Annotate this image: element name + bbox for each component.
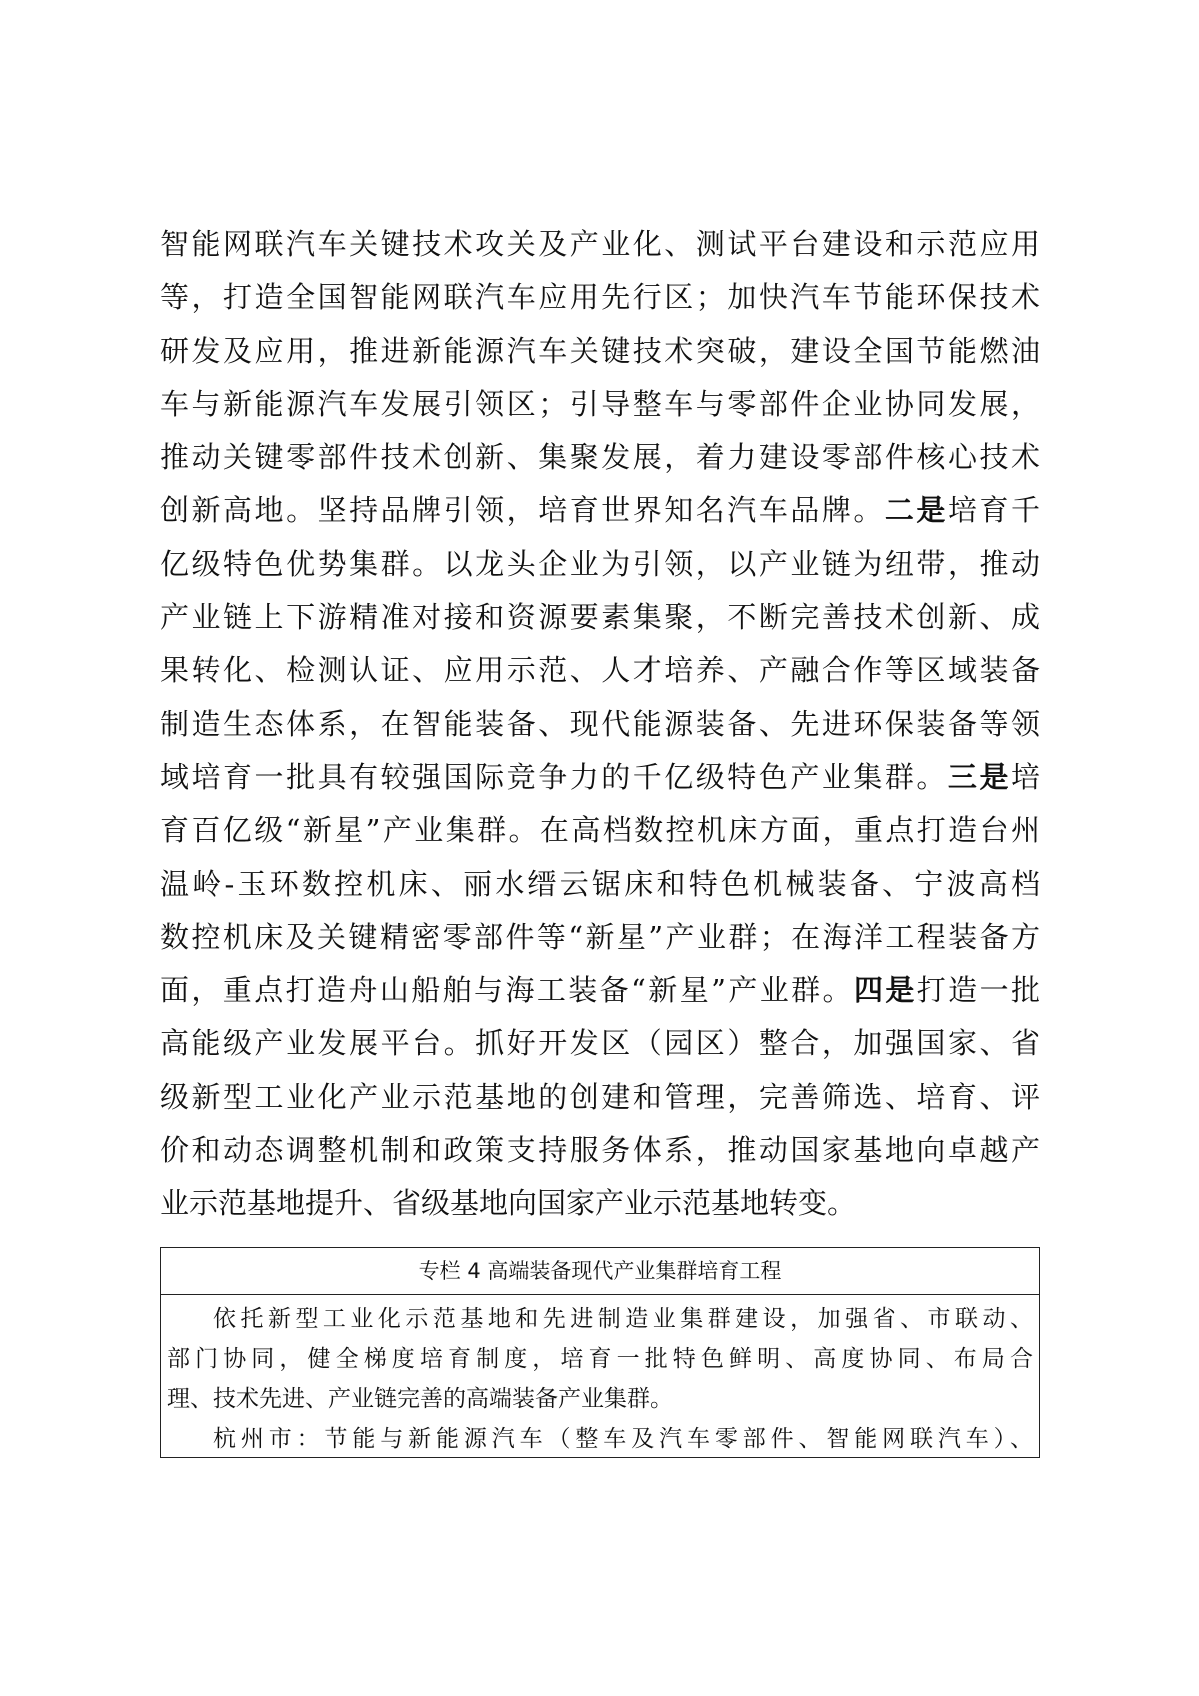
paragraph-line: 等，打造全国智能网联汽车应用先行区；加快汽车节能环保技术 [160,280,1040,315]
paragraph-line: 果转化、检测认证、应用示范、人才培养、产融合作等区域装备 [160,653,1040,688]
paragraph-line: 数控机床及关键精密零部件等“新星”产业群；在海洋工程装备方 [160,919,1040,954]
column-box-line: 杭州市：节能与新能源汽车（整车及汽车零部件、智能网联汽车）、 [213,1426,1033,1452]
paragraph-line: 温岭-玉环数控机床、丽水缙云锯床和特色机械装备、宁波高档 [160,866,1040,901]
paragraph-line: 产业链上下游精准对接和资源要素集聚，不断完善技术创新、成 [160,600,1040,635]
paragraph-line: 推动关键零部件技术创新、集聚发展，着力建设零部件核心技术 [160,440,1040,475]
paragraph-line: 育百亿级“新星”产业集群。在高档数控机床方面，重点打造台州 [160,813,1040,848]
paragraph-line: 业示范基地提升、省级基地向国家产业示范基地转变。 [160,1186,857,1221]
column-box [160,1247,1040,1458]
line-text: 培育千 [947,493,1040,528]
line-text: 域培育一批具有较强国际竞争力的千亿级特色产业集群。 [160,759,948,794]
paragraph-line: 制造生态体系，在智能装备、现代能源装备、先进环保装备等领 [160,706,1040,741]
paragraph-line: 价和动态调整机制和政策支持服务体系，推动国家基地向卓越产 [160,1133,1040,1168]
paragraph-line: 研发及应用，推进新能源汽车关键技术突破，建设全国节能燃油 [160,333,1040,368]
bold-marker-si-shi: 四是 [853,973,917,1008]
line-text: 培 [1010,759,1040,794]
column-box-title: 专栏 4 高端装备现代产业集群培育工程 [161,1248,1039,1295]
paragraph-line: 亿级特色优势集群。以龙头企业为引领，以产业链为纽带，推动 [160,546,1040,581]
column-box-line: 部门协同，健全梯度培育制度，培育一批特色鲜明、高度协同、布局合 [167,1346,1033,1372]
bold-marker-er-shi: 二是 [884,493,948,528]
paragraph-line [160,751,1040,804]
paragraph-line: 智能网联汽车关键技术攻关及产业化、测试平台建设和示范应用 [160,227,1040,261]
bold-marker-san-shi: 三是 [947,759,1011,794]
paragraph-line: 高能级产业发展平台。抓好开发区（园区）整合，加强国家、省 [160,1026,1040,1061]
column-box-line: 理、技术先进、产业链完善的高端装备产业集群。 [167,1386,673,1412]
paragraph-line [160,484,1040,537]
line-text: 打造一批 [916,973,1040,1008]
body-paragraph [160,218,1040,1231]
line-text: 面，重点打造舟山船舶与海工装备“新星”产业群。 [160,973,854,1008]
paragraph-line [160,964,1040,1017]
column-box-line: 依托新型工业化示范基地和先进制造业集群建设，加强省、市联动、 [213,1306,1033,1332]
paragraph-line: 车与新能源汽车发展引领区；引导整车与零部件企业协同发展， [160,386,1040,421]
line-text: 创新高地。坚持品牌引领，培育世界知名汽车品牌。 [160,493,885,528]
paragraph-line: 级新型工业化产业示范基地的创建和管理，完善筛选、培育、评 [160,1079,1040,1114]
column-box-body [161,1295,1039,1458]
